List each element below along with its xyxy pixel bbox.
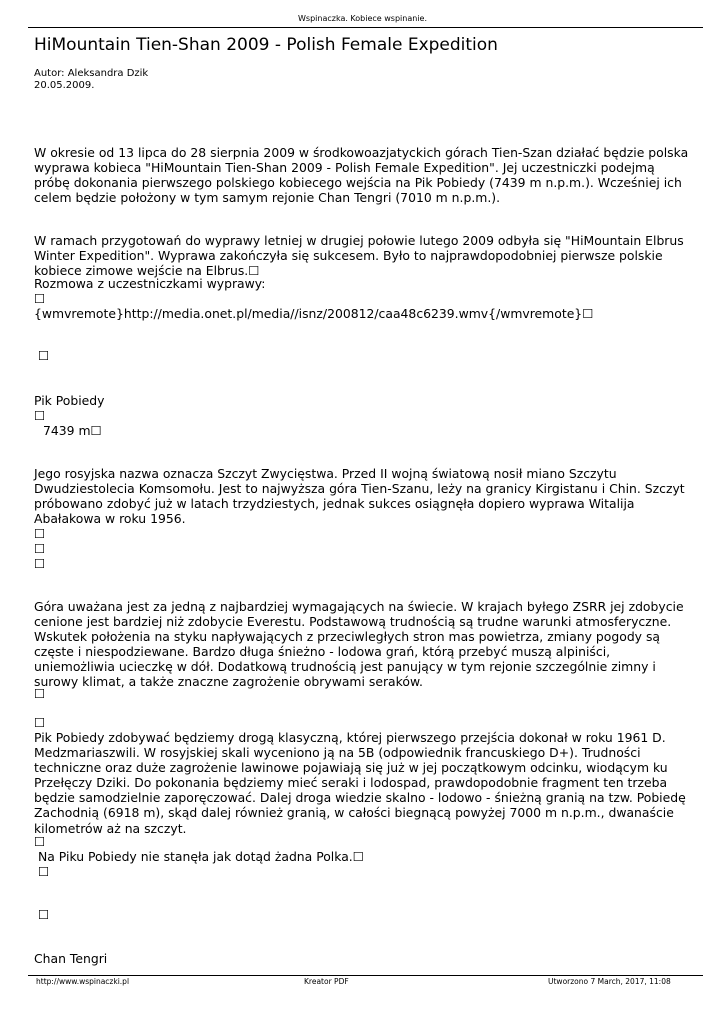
no-polish-woman-text: Na Piku Pobiedy nie stanęła jak dotąd żadna Polka. [38, 849, 353, 864]
footer-divider [28, 975, 703, 976]
placeholder-box: ☐ [90, 423, 102, 438]
placeholder-box: ☐ [38, 907, 50, 922]
article-date: 20.05.2009. [34, 80, 95, 91]
chan-tengri-heading: Chan Tengri [34, 951, 108, 966]
footer-created: Utworzono 7 March, 2017, 11:08 [548, 977, 671, 986]
route-paragraph: Pik Pobiedy zdobywać będziemy drogą klasyczną, której pierwszego przejścia dokonał w roku 1961 D. Medzmariaszwili. W rosyjskiej skali wyceniono ją na 5B (odpowiednik francuskiego D+). Trudności techniczne oraz duże zagrożenie lawinowe pojawiają się już w jej początkowym odcinku, wiodącym ku Przełęczy Dziki. Do pokonania będziemy mieć seraki i lodospad, prawdopodobnie fragment ten trzeba będzie samodzielnie zaporęczować. Dalej droga wiedzie skalno - lodowo - śnieżną granią na tzw. Pobiedę Zachodnią (6918 m), skąd dalej również granią, w całości biegnącą powyżej 7000 m n.p.m., dwanaście kilometrów aż na szczyt. [34, 730, 686, 836]
intro-paragraph: W okresie od 13 lipca do 28 sierpnia 2009 w środkowoazjatyckich górach Tien-Szan działać będzie polska wyprawa kobieca "HiMountain Tien-Shan 2009 - Polish Female Expedition". Jej uczestniczki podejmą próbę dokonania pierwszego polskiego kobiecego wejścia na Pik Pobiedy (7439 m n.p.m.). Wcześniej ich celem będzie położony w tym samym rejonie Chan Tengri (7010 m n.p.m.). [34, 145, 689, 206]
elbrus-text: W ramach przygotowań do wyprawy letniej w drugiej połowie lutego 2009 odbyła się "HiMountain Elbrus Winter Expedition". Wyprawa zakończyła się sukcesem. Było to najprawdopodobniej pierwsze polskie kobiece zimowe wejście na Elbrus. [34, 233, 684, 279]
placeholder-box: ☐ [34, 686, 46, 701]
article-author: Autor: Aleksandra Dzik [34, 68, 149, 79]
elbrus-paragraph [34, 233, 694, 278]
site-header-title: Wspinaczka. Kobiece wspinanie. [298, 14, 427, 23]
placeholder-box: ☐ [34, 541, 46, 556]
header-divider [28, 27, 703, 28]
interview-label: Rozmowa z uczestniczkami wyprawy: [34, 276, 266, 291]
footer-url: http://www.wspinaczki.pl [36, 977, 130, 986]
footer-generator: Kreator PDF [304, 977, 349, 986]
placeholder-box: ☐ [38, 864, 50, 879]
video-embed-code [34, 306, 694, 321]
difficulty-paragraph: Góra uważana jest za jedną z najbardziej wymagających na świecie. W krajach byłego ZSRR jej zdobycie cenione jest bardziej niż zdobycie Everestu. Podstawową trudnością są trudne warunki atmosferyczne. Wskutek położenia na styku napływających z przeciwległych stron mas powietrza, zmiany pogody są częste i niespodziewane. Bardzo długa śnieżno - lodowa grań, którą przebyć muszą alpiniści, uniemożliwia ucieczkę w dół. Dodatkową trudnością jest panujący w tym rejonie szczególnie zimny i surowy klimat, a także znaczne zagrożenie obrywami seraków. [34, 599, 684, 690]
video-embed-text: {wmvremote}http://media.onet.pl/media//isnz/200812/caa48c6239.wmv{/wmvremote} [34, 306, 583, 321]
placeholder-box: ☐ [34, 715, 46, 730]
article-title: HiMountain Tien-Shan 2009 - Polish Female Expedition [34, 35, 498, 55]
placeholder-box: ☐ [582, 306, 594, 321]
placeholder-box: ☐ [248, 263, 260, 279]
placeholder-box: ☐ [38, 348, 50, 363]
pik-history-paragraph: Jego rosyjska nazwa oznacza Szczyt Zwycięstwa. Przed II wojną światową nosił miano Szczytu Dwudziestolecia Komsomołu. Jest to najwyższa góra Tien-Szanu, leży na granicy Kirgistanu i Chin. Szczyt próbowano zdobyć już w latach trzydziestych, jednak sukces osiągnęła dopiero wyprawa Witalija Abałakowa w roku 1956. [34, 466, 685, 527]
placeholder-box: ☐ [34, 291, 46, 306]
placeholder-box: ☐ [34, 834, 46, 849]
no-polish-woman-line [38, 849, 698, 864]
pik-height [43, 423, 703, 438]
placeholder-box: ☐ [34, 408, 46, 423]
placeholder-box: ☐ [352, 849, 364, 864]
pik-pobiedy-heading: Pik Pobiedy [34, 393, 105, 408]
placeholder-box: ☐ [34, 526, 46, 541]
placeholder-box: ☐ [34, 556, 46, 571]
pik-height-text: 7439 m [43, 423, 91, 438]
